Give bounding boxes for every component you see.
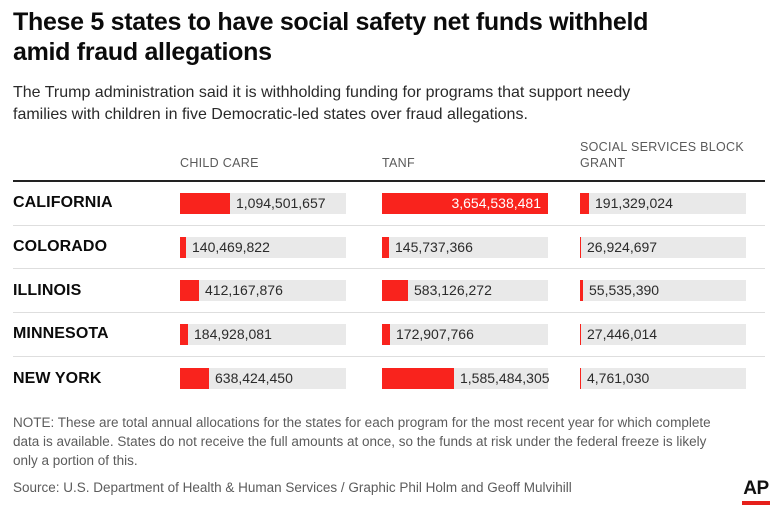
state-label: COLORADO	[13, 238, 108, 256]
bar	[180, 237, 186, 258]
bar-track	[180, 237, 346, 258]
bar-track	[382, 280, 548, 301]
bar-track	[180, 193, 346, 214]
bar-cell	[580, 193, 746, 214]
value-label: 1,094,501,657	[236, 194, 326, 211]
bar-track	[180, 280, 346, 301]
bar-track	[580, 324, 746, 345]
bar-track	[382, 193, 548, 214]
bar-track	[580, 368, 746, 389]
bar-cell	[180, 193, 346, 214]
bar-track	[580, 193, 746, 214]
state-label: CALIFORNIA	[13, 194, 113, 212]
bar	[580, 324, 581, 345]
state-label: ILLINOIS	[13, 281, 82, 299]
table-row	[13, 269, 765, 313]
bar	[180, 368, 209, 389]
bar	[180, 280, 199, 301]
bar-track	[382, 324, 548, 345]
bar	[580, 193, 589, 214]
bar-track	[382, 237, 548, 258]
bar	[580, 280, 583, 301]
value-label: 27,446,014	[587, 325, 658, 342]
bar-cell	[382, 368, 548, 389]
bar-cell	[580, 280, 746, 301]
column-header-tanf: TANF	[382, 156, 415, 170]
bar-track	[580, 237, 746, 258]
subtitle: The Trump administration said it is withholding funding for programs that support needy families with children in five Democratic-led states over fraud allegations.	[13, 84, 631, 123]
bar-cell	[180, 237, 346, 258]
value-label: 55,535,390	[589, 282, 660, 299]
bar-track	[382, 368, 548, 389]
bar-track	[180, 324, 346, 345]
column-header-row	[13, 134, 767, 180]
bar	[180, 324, 188, 345]
bar-cell	[382, 324, 548, 345]
bar	[580, 237, 581, 258]
bar-cell	[180, 368, 346, 389]
bar-cell	[580, 368, 746, 389]
ap-logo-underline	[742, 501, 770, 505]
bar	[382, 237, 389, 258]
state-label: NEW YORK	[13, 369, 102, 387]
bar-cell	[180, 324, 346, 345]
value-label: 638,424,450	[215, 370, 293, 387]
value-label: 184,928,081	[194, 325, 272, 342]
note-text: NOTE: These are total annual allocations for the states for each program for the most recent year for which complete data is available. States do not receive the full amounts at once, so the funds at risk under the federal freeze is likely only a portion of this.	[13, 415, 711, 469]
bar	[180, 193, 230, 214]
bar-track	[180, 368, 346, 389]
value-label: 191,329,024	[595, 194, 673, 211]
chart-rows	[13, 182, 767, 400]
bar-cell	[580, 324, 746, 345]
value-label: 583,126,272	[414, 282, 492, 299]
table-row	[13, 182, 765, 226]
column-header-social-services-block-grant: SOCIAL SERVICES BLOCK GRANT	[580, 140, 744, 170]
ap-logo	[741, 479, 771, 505]
bar-cell	[180, 280, 346, 301]
bar	[580, 368, 581, 389]
source-text: Source: U.S. Department of Health & Human Services / Graphic Phil Holm and Geoff Mulvihill	[13, 480, 572, 496]
value-label: 145,737,366	[395, 238, 473, 255]
value-label: 4,761,030	[587, 370, 650, 387]
value-label: 1,585,484,305	[460, 370, 550, 387]
column-header-child-care: CHILD CARE	[180, 156, 259, 170]
bar-cell	[580, 237, 746, 258]
value-label: 140,469,822	[192, 238, 270, 255]
table-row	[13, 313, 765, 357]
bar-cell	[382, 193, 548, 214]
table-row	[13, 357, 765, 401]
ap-logo-text: AP	[743, 478, 769, 499]
bar	[382, 368, 454, 389]
value-label: 3,654,538,481	[451, 194, 541, 211]
bar	[382, 324, 390, 345]
value-label: 412,167,876	[205, 282, 283, 299]
value-label: 26,924,697	[587, 238, 658, 255]
table-row	[13, 226, 765, 270]
value-label: 172,907,766	[396, 325, 474, 342]
bar-track	[580, 280, 746, 301]
page-title: These 5 states to have social safety net funds withheld amid fraud allegations	[13, 8, 649, 66]
state-label: MINNESOTA	[13, 325, 109, 343]
bar-cell	[382, 237, 548, 258]
bar	[382, 280, 408, 301]
bar-cell	[382, 280, 548, 301]
